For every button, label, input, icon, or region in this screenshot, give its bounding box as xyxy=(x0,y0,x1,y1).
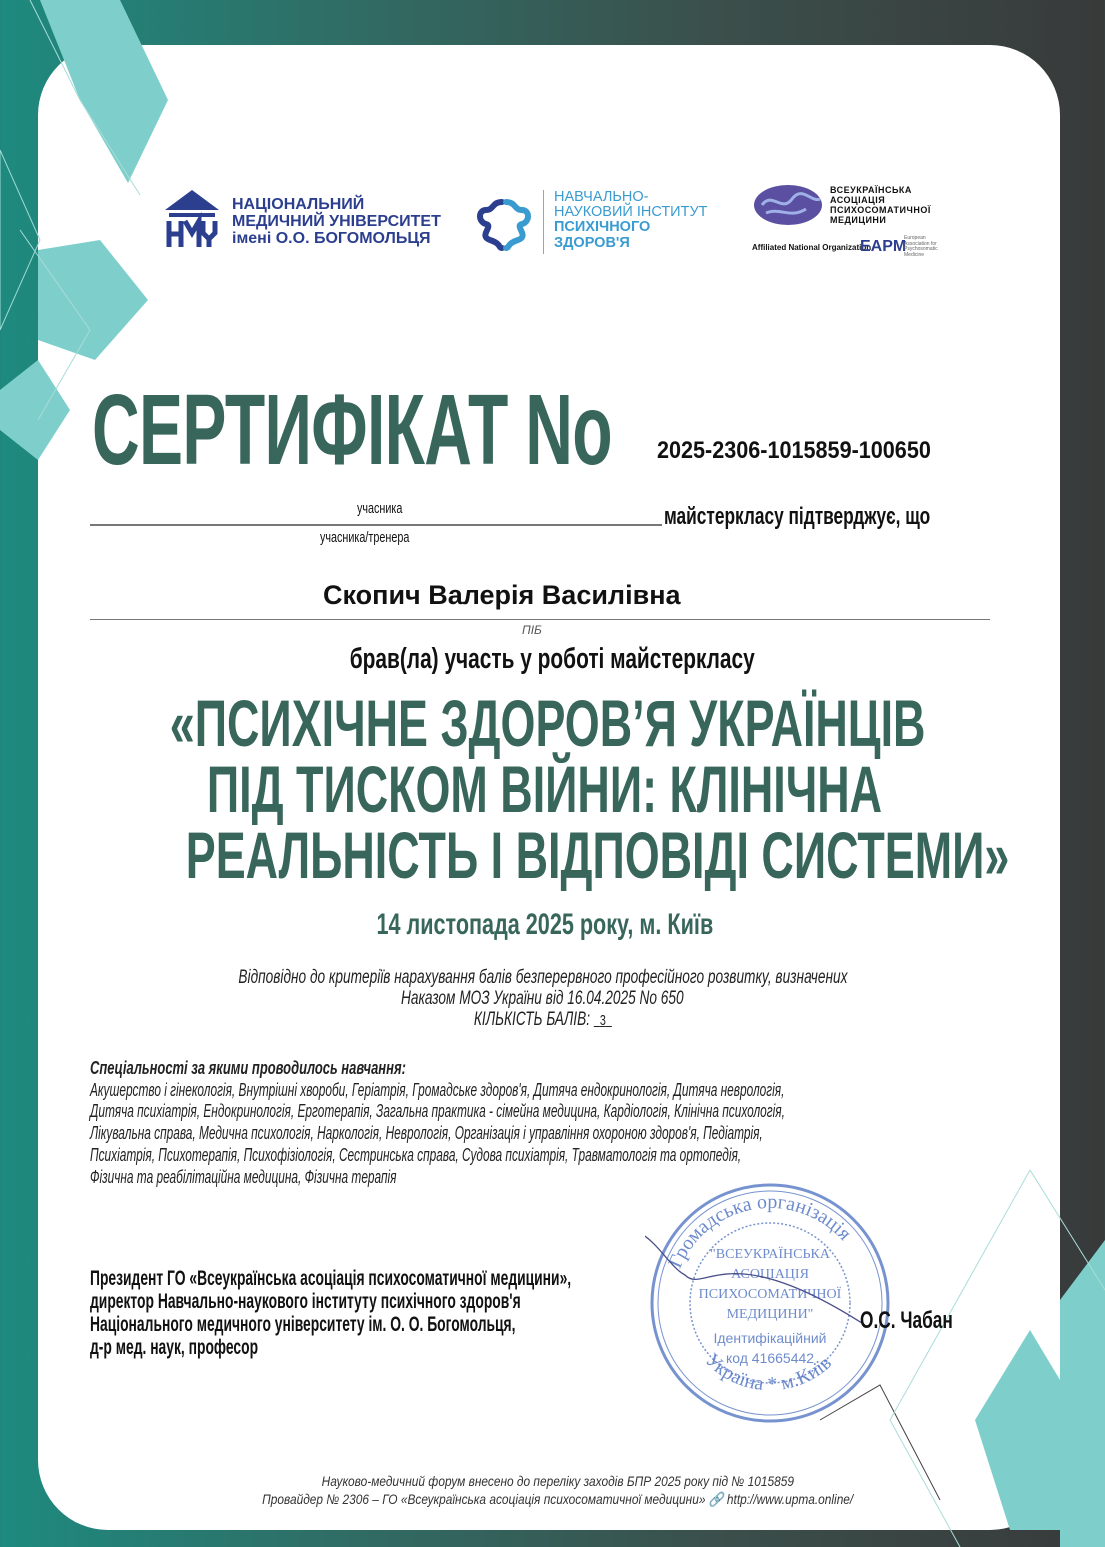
participated-text: брав(ла) участь у роботі майстеркласу xyxy=(349,643,756,675)
stamp-code: код 41665442 xyxy=(725,1350,815,1366)
specialties-line: Психіатрія, Психотерапія, Психофізіологія, Сестринська справа, Судова психіатрія, Травматологія та ортопедія, xyxy=(90,1144,742,1165)
institute-name-line: ПСИХІЧНОГО xyxy=(554,219,651,236)
association-name-line: АСОЦІАЦІЯ xyxy=(830,194,886,205)
institute-name-line: НАВЧАЛЬНО- xyxy=(554,189,649,205)
confirms-text: майстеркласу підтверджує, що xyxy=(664,503,931,530)
footer-line: Науково-медичний форум внесено до переліку заходів БПР 2025 року під № 1015859 xyxy=(321,1473,794,1489)
stamp-inner-text: ПСИХОСОМАТИЧНОЇ xyxy=(698,1287,842,1302)
stamp-inner-text: МЕДИЦИНИ" xyxy=(726,1307,814,1322)
signatory-name: О.С. Чабан xyxy=(860,1307,953,1334)
event-date-place: 14 листопада 2025 року, м. Київ xyxy=(376,908,713,941)
eapm-logo: EAPM xyxy=(860,238,907,255)
association-name-line: ПСИХОСОМАТИЧНОЇ xyxy=(830,204,931,215)
name-caption: ПІБ xyxy=(522,623,542,637)
specialties-line: Акушерство і гінекологія, Внутрішні хвороби, Геріатрія, Громадське здоров'я, Дитяча ендокринологія, Дитяча неврологія, xyxy=(90,1079,785,1100)
university-logo xyxy=(163,188,221,255)
stamp-inner-text: "ВСЕУКРАЇНСЬКА xyxy=(710,1247,830,1262)
institute-name-line: ЗДОРОВ'Я xyxy=(554,234,630,251)
stamp-id-label: Ідентифікаційний xyxy=(713,1330,827,1346)
brain-logo-icon xyxy=(474,196,534,259)
event-title-line: ПІД ТИСКОМ ВІЙНИ: КЛІНІЧНА xyxy=(206,752,883,826)
role-value: учасника xyxy=(357,500,403,517)
certificate-title: СЕРТИФІКАТ No xyxy=(92,374,612,486)
affiliated-label: Affiliated National Organization xyxy=(752,243,872,252)
specialties-line: Фізична та реабілітаційна медицина, Фізична терапія xyxy=(90,1166,397,1187)
university-name-line: НАЦІОНАЛЬНИЙ xyxy=(232,196,365,213)
criteria-text: Наказом МОЗ України від 16.04.2025 No 650 xyxy=(401,988,684,1009)
role-caption: учасника/тренера xyxy=(320,529,410,546)
university-building-icon xyxy=(163,188,221,250)
certificate-number: 2025-2306-1015859-100650 xyxy=(657,437,931,464)
footer-provider: Провайдер № 2306 – ГО «Всеукраїнська асоціація психосоматичної медицини» xyxy=(261,1491,706,1507)
points-label: КІЛЬКІСТЬ БАЛІВ: xyxy=(473,1009,590,1030)
participant-name: Скопич Валерія Василівна xyxy=(323,580,681,610)
name-underline xyxy=(90,619,990,620)
stamp-bottom-text: Україна * м.Київ xyxy=(700,1349,836,1396)
signatory-title-line: Національного медичного університету ім. О. О. Богомольця, xyxy=(90,1313,516,1336)
association-name-line: ВСЕУКРАЇНСЬКА xyxy=(830,185,912,195)
points-row xyxy=(473,1009,611,1031)
stamp-outer-text: Громадська організація xyxy=(664,1190,856,1272)
signatory-title-line: директор Навчально-наукового інституту психічного здоров'я xyxy=(90,1290,521,1313)
criteria-text: Відповідно до критеріїв нарахування балів безперервного професійного розвитку, визначених xyxy=(237,967,848,988)
association-name-line: МЕДИЦИНИ xyxy=(830,214,887,225)
institute-name-line: НАУКОВИЙ ІНСТИТУТ xyxy=(554,204,708,221)
specialties-heading: Спеціальності за якими проводилось навчання: xyxy=(90,1058,406,1078)
signatory-title-line: д-р мед. наук, професор xyxy=(90,1336,259,1359)
points-value: 3 xyxy=(599,1012,606,1029)
association-brain-logo xyxy=(752,183,824,232)
specialties-line: Лікувальна справа, Медична психологія, Наркологія, Неврологія, Організація і управління охороною здоров'я, Педіатрія, xyxy=(90,1123,763,1144)
university-name-line: імені О.О. БОГОМОЛЬЦЯ xyxy=(232,229,431,247)
footer-url-link[interactable]: http://www.upma.online/ xyxy=(726,1491,854,1507)
university-name-line: МЕДИЧНИЙ УНІВЕРСИТЕТ xyxy=(232,212,441,230)
link-icon: 🔗 xyxy=(708,1491,724,1507)
eapm-full-name: European Association for Psychosomatic Medicine xyxy=(904,235,938,258)
event-title-line: РЕАЛЬНІСТЬ І ВІДПОВІДІ СИСТЕМИ» xyxy=(185,818,1010,892)
role-underline xyxy=(90,524,662,526)
stamp-inner-text: АСОЦІАЦІЯ xyxy=(731,1267,809,1282)
event-title-line: «ПСИХІЧНЕ ЗДОРОВ’Я УКРАЇНЦІВ xyxy=(169,686,926,760)
specialties-line: Дитяча психіатрія, Ендокринологія, Ерготерапія, Загальна практика - сімейна медицина, Кардіологія, Клінічна психологія, xyxy=(90,1101,785,1122)
signatory-title-line: Президент ГО «Всеукраїнська асоціація психосоматичної медицини», xyxy=(90,1267,572,1290)
